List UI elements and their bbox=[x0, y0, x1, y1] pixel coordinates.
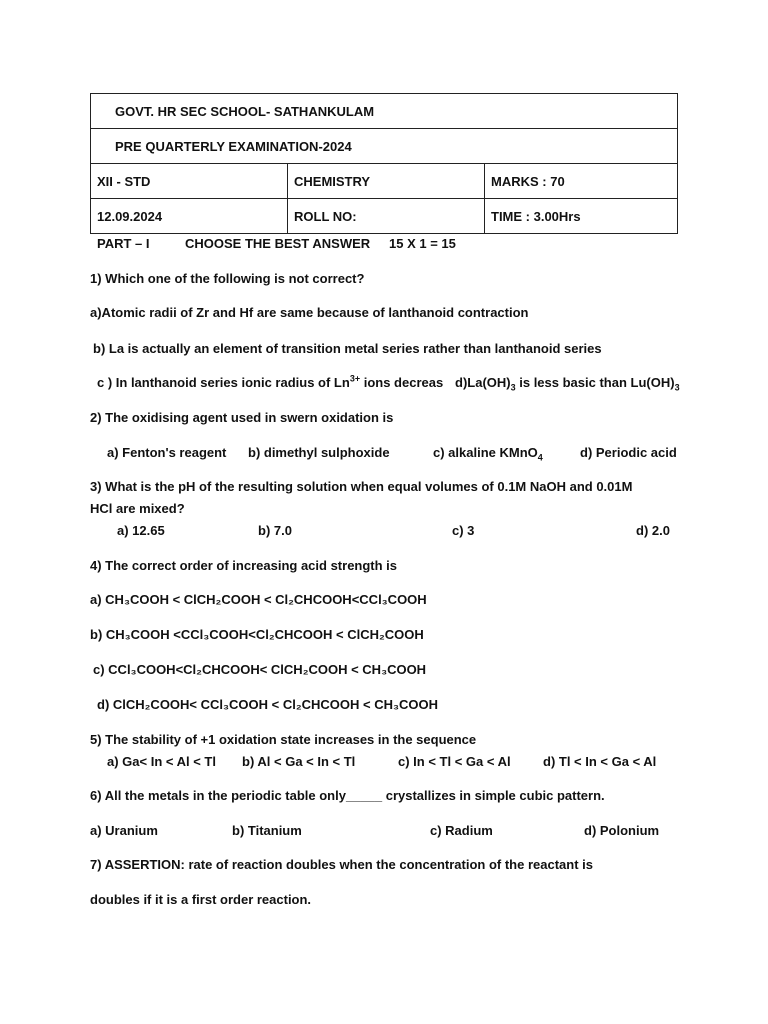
q5-option-a: a) Ga< In < Al < Tl bbox=[107, 754, 216, 769]
q1-option-b: b) La is actually an element of transition metal series rather than lanthanoid series bbox=[93, 341, 602, 356]
q5-option-c: c) In < Tl < Ga < Al bbox=[398, 754, 511, 769]
question-2: 2) The oxidising agent used in swern oxidation is bbox=[90, 410, 394, 425]
subject-cell: CHEMISTRY bbox=[288, 164, 485, 199]
roll-no-cell: ROLL NO: bbox=[288, 199, 485, 234]
question-3-line-1: 3) What is the pH of the resulting solution when equal volumes of 0.1M NaOH and 0.01M bbox=[90, 479, 633, 494]
q5-option-d: d) Tl < In < Ga < Al bbox=[543, 754, 657, 769]
time-cell: TIME : 3.00Hrs bbox=[485, 199, 678, 234]
question-3-line-2: HCl are mixed? bbox=[90, 501, 185, 516]
q2-option-a: a) Fenton's reagent bbox=[107, 445, 227, 460]
q2-option-c: c) alkaline KMnO$_4$ bbox=[433, 445, 543, 463]
q4-option-c: c) CCl₃COOH<Cl₂CHCOOH< ClCH₂COOH < CH₃COOH bbox=[93, 662, 427, 677]
q6-option-d: d) Polonium bbox=[584, 823, 660, 838]
q1-option-a: a)Atomic radii of Zr and Hf are same because of lanthanoid contraction bbox=[90, 305, 529, 320]
q4-option-a: a) CH₃COOH < ClCH₂COOH < Cl₂CHCOOH<CCl₃COOH bbox=[90, 592, 427, 607]
date-cell: 12.09.2024 bbox=[91, 199, 288, 234]
question-7-line-1: 7) ASSERTION: rate of reaction doubles when the concentration of the reactant is bbox=[90, 857, 593, 872]
question-5: 5) The stability of +1 oxidation state increases in the sequence bbox=[90, 732, 477, 747]
q3-option-d: d) 2.0 bbox=[636, 523, 670, 538]
question-7-line-2: doubles if it is a first order reaction. bbox=[90, 892, 312, 907]
q3-option-c: c) 3 bbox=[452, 523, 475, 538]
q2-option-d: d) Periodic acid bbox=[580, 445, 677, 460]
marks-cell: MARKS : 70 bbox=[485, 164, 678, 199]
header-table bbox=[90, 93, 678, 234]
question-6: 6) All the metals in the periodic table only_____ crystallizes in simple cubic pattern. bbox=[90, 788, 605, 803]
q5-option-b: b) Al < Ga < In < Tl bbox=[242, 754, 356, 769]
standard-cell: XII - STD bbox=[91, 164, 288, 199]
exam-title: PRE QUARTERLY EXAMINATION-2024 bbox=[91, 129, 678, 164]
q4-option-b: b) CH₃COOH <CCl₃COOH<Cl₂CHCOOH < ClCH₂COOH bbox=[90, 627, 424, 642]
q1-option-d: $d)La(OH)_3$ is less basic than $Lu(OH)_3$ bbox=[455, 375, 680, 393]
question-1: 1) Which one of the following is not correct? bbox=[90, 271, 365, 286]
school-name: GOVT. HR SEC SCHOOL- SATHANKULAM bbox=[91, 94, 678, 129]
q3-option-a: a) 12.65 bbox=[117, 523, 165, 538]
part-instruction: CHOOSE THE BEST ANSWER bbox=[185, 236, 371, 251]
q2-option-b: b) dimethyl sulphoxide bbox=[248, 445, 390, 460]
part-score: 15 X 1 = 15 bbox=[389, 236, 456, 251]
q3-option-b: b) 7.0 bbox=[258, 523, 292, 538]
q6-option-b: b) Titanium bbox=[232, 823, 302, 838]
q6-option-c: c) Radium bbox=[430, 823, 493, 838]
q1-option-c: c ) In lanthanoid series ionic radius of $Ln^{3+}$ ions decreas bbox=[97, 373, 444, 390]
q6-option-a: a) Uranium bbox=[90, 823, 158, 838]
q4-option-d: d) ClCH₂COOH< CCl₃COOH < Cl₂CHCOOH < CH₃COOH bbox=[97, 697, 439, 712]
part-label: PART – I bbox=[97, 236, 150, 251]
question-4: 4) The correct order of increasing acid strength is bbox=[90, 558, 398, 573]
